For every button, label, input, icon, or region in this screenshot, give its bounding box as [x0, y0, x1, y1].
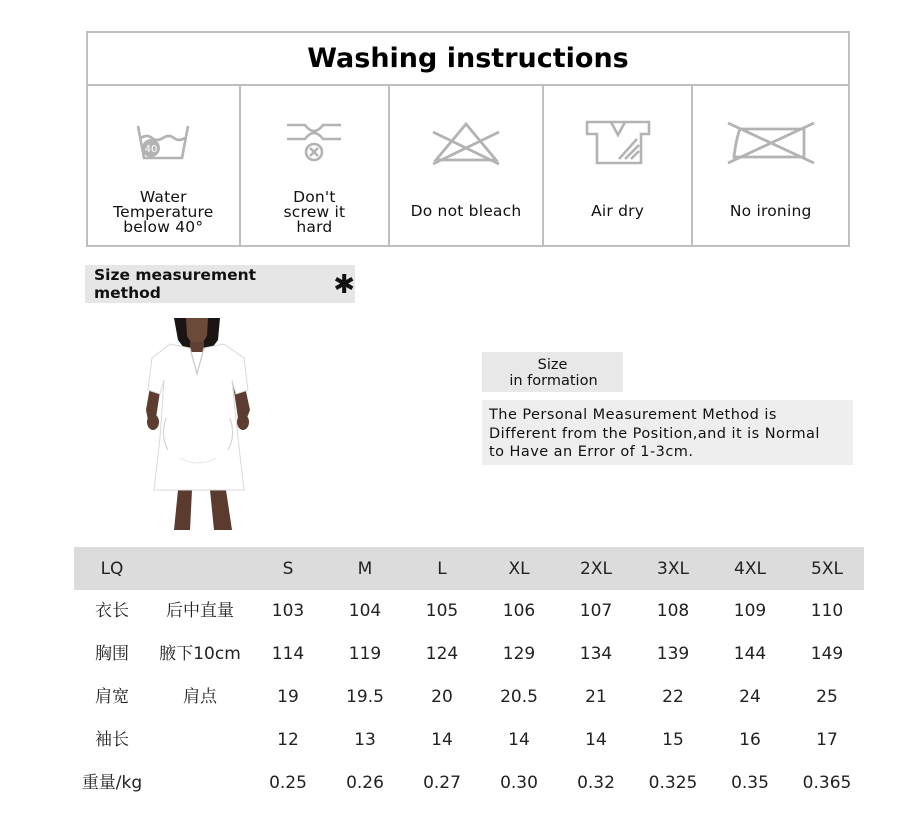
washing-icons-row [88, 86, 848, 247]
table-cell: 肩点 [183, 687, 217, 707]
size-table-header [74, 547, 864, 590]
table-cell: 16 [739, 730, 761, 750]
table-cell: 25 [816, 687, 838, 707]
table-row [74, 633, 864, 676]
header-cell: 3XL [657, 559, 689, 579]
model-photo [140, 318, 256, 530]
table-cell: 14 [431, 730, 453, 750]
do-not-wring-icon [285, 114, 343, 170]
table-cell: 114 [271, 644, 305, 664]
table-cell: 15 [662, 730, 684, 750]
table-cell: 149 [810, 644, 844, 664]
wash-label-line: Temperature [113, 203, 214, 221]
table-cell: 22 [662, 687, 684, 707]
wash-label-do-not-bleach: Do not bleach [410, 202, 522, 220]
table-cell: 104 [348, 601, 382, 621]
table-cell: 109 [733, 601, 767, 621]
table-cell: 12 [277, 730, 299, 750]
table-cell: 107 [579, 601, 613, 621]
table-cell: 144 [733, 644, 767, 664]
table-cell: 14 [508, 730, 530, 750]
note-line: to Have an Error of 1-3cm. [489, 444, 694, 460]
table-cell: 0.32 [577, 773, 615, 793]
wash-label-line: hard [296, 218, 333, 236]
washing-title: Washing instructions [88, 33, 848, 86]
table-row [74, 762, 864, 805]
header-cell: XL [508, 559, 530, 579]
table-cell: 110 [810, 601, 844, 621]
size-chart-table [74, 547, 864, 805]
table-cell: 0.35 [731, 773, 769, 793]
wash-cell-water-temperature [88, 86, 241, 247]
table-row [74, 719, 864, 762]
table-cell: 0.325 [648, 773, 698, 793]
wash-40-icon [135, 114, 191, 170]
table-cell: 胸围 [95, 644, 129, 664]
table-cell: 14 [585, 730, 607, 750]
no-ironing-icon [726, 114, 816, 170]
wash-label-line: Water [139, 188, 187, 206]
wash-cell-do-not-bleach [390, 86, 544, 247]
air-dry-icon [585, 114, 651, 170]
table-cell: 129 [502, 644, 536, 664]
wash-temp-text: 40 [144, 144, 158, 155]
header-cell: 5XL [811, 559, 843, 579]
table-cell: 19.5 [346, 687, 384, 707]
wash-label-line: Don't [293, 188, 336, 206]
washing-instructions-panel [86, 31, 850, 247]
table-cell: 17 [816, 730, 838, 750]
wash-cell-air-dry [544, 86, 694, 247]
table-cell: 119 [348, 644, 382, 664]
wash-label-line: below 40° [123, 218, 204, 236]
asterisk-icon: ✱ [333, 270, 355, 300]
table-cell: 重量/kg [81, 773, 143, 793]
table-row [74, 590, 864, 633]
table-cell: 20.5 [500, 687, 538, 707]
table-cell: 13 [354, 730, 376, 750]
size-information-label [482, 352, 623, 392]
note-line: The Personal Measurement Method is [489, 407, 777, 423]
table-cell: 103 [271, 601, 305, 621]
wash-label-water-temperature [92, 190, 235, 235]
header-cell: S [282, 559, 294, 579]
size-measurement-method-heading [85, 265, 355, 303]
header-cell: 2XL [580, 559, 612, 579]
table-cell: 腋下10cm [159, 644, 241, 664]
table-cell: 0.365 [802, 773, 852, 793]
table-cell: 19 [277, 687, 299, 707]
table-row [74, 676, 864, 719]
wash-label-line: screw it [283, 203, 346, 221]
table-cell: 0.30 [500, 773, 538, 793]
wash-label-no-ironing: No ironing [729, 202, 812, 220]
wash-label-air-dry: Air dry [591, 202, 645, 220]
header-cell: L [437, 559, 447, 579]
table-cell: 108 [656, 601, 690, 621]
table-cell: 106 [502, 601, 536, 621]
table-cell: 肩宽 [95, 687, 129, 707]
table-cell: 袖长 [95, 730, 129, 750]
table-cell: 139 [656, 644, 690, 664]
table-cell: 20 [431, 687, 453, 707]
wash-cell-dont-screw [241, 86, 391, 247]
table-cell: 24 [739, 687, 761, 707]
wash-cell-no-ironing [693, 86, 848, 247]
table-cell: 0.25 [269, 773, 307, 793]
size-info-line: Size [537, 357, 568, 373]
table-cell: 后中直量 [166, 601, 234, 621]
table-cell: 134 [579, 644, 613, 664]
size-info-line: in formation [509, 373, 598, 389]
table-cell: 105 [425, 601, 459, 621]
wash-label-dont-screw [245, 190, 385, 235]
table-cell: 衣长 [95, 601, 129, 621]
table-cell: 124 [425, 644, 459, 664]
header-cell: 4XL [734, 559, 766, 579]
size-table-body [74, 590, 864, 805]
table-cell: 21 [585, 687, 607, 707]
header-cell: M [357, 559, 373, 579]
method-label: Size measurement method [94, 266, 257, 302]
note-line: Different from the Position,and it is Normal [489, 425, 820, 442]
table-cell: 0.27 [423, 773, 461, 793]
header-cell: LQ [100, 559, 124, 579]
measurement-note [482, 400, 853, 465]
table-cell: 0.26 [346, 773, 384, 793]
do-not-bleach-icon [429, 114, 503, 170]
